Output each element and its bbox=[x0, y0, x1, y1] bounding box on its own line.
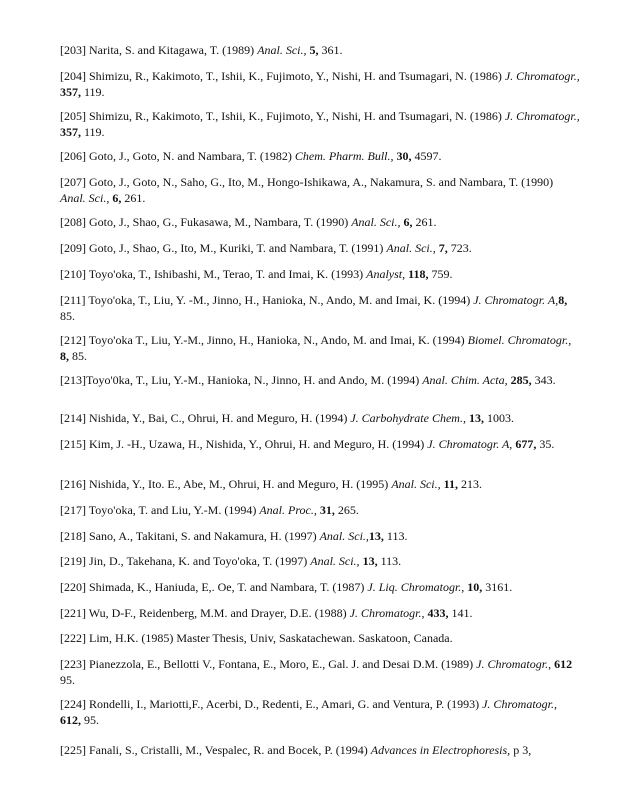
reference-203: [203] Narita, S. and Kitagawa, T. (1989) Anal. Sci., 5, 361. bbox=[60, 43, 343, 57]
reference-219: [219] Jin, D., Takehana, K. and Toyo'oka, T. (1997) Anal. Sci., 13, 113. bbox=[60, 554, 402, 568]
reference-204: [204] Shimizu, R., Kakimoto, T., Ishii, K., Fujimoto, Y., Nishi, H. and Tsumagari, N. (1986) J. Chromatogr., 357, 119. bbox=[60, 69, 580, 99]
reference-218: [218] Sano, A., Takitani, S. and Nakamura, H. (1997) Anal. Sci.,13, 113. bbox=[60, 529, 408, 543]
reference-214: [214] Nishida, Y., Bai, C., Ohrui, H. and Meguro, H. (1994) J. Carbohydrate Chem., 13, 1003. bbox=[60, 411, 514, 425]
reference-212: [212] Toyo'oka T., Liu, Y.-M., Jinno, H., Hanioka, N., Ando, M. and Imai, K. (1994) Biomel. Chromatogr., 8, 85. bbox=[60, 333, 572, 363]
reference-220: [220] Shimada, K., Haniuda, E,. Oe, T. and Nambara, T. (1987) J. Liq. Chromatogr., 10, 3161. bbox=[60, 580, 513, 594]
reference-216: [216] Nishida, Y., Ito. E., Abe, M., Ohrui, H. and Meguro, H. (1995) Anal. Sci., 11, 213. bbox=[60, 477, 482, 491]
reference-211: [211] Toyo'oka, T., Liu, Y. -M., Jinno, H., Hanioka, N., Ando, M. and Imai, K. (1994) J. Chromatogr. A,8, 85. bbox=[60, 293, 568, 323]
reference-215: [215] Kim, J. -H., Uzawa, H., Nishida, Y., Ohrui, H. and Meguro, H. (1994) J. Chromatogr. A, 677, 35. bbox=[60, 437, 555, 451]
reference-221: [221] Wu, D-F., Reidenberg, M.M. and Drayer, D.E. (1988) J. Chromatogr., 433, 141. bbox=[60, 606, 473, 620]
reference-205: [205] Shimizu, R., Kakimoto, T., Ishii, K., Fujimoto, Y., Nishi, H. and Tsumagari, N. (1986) J. Chromatogr., 357, 119. bbox=[60, 109, 580, 139]
reference-206: [206] Goto, J., Goto, N. and Nambara, T. (1982) Chem. Pharm. Bull., 30, 4597. bbox=[60, 149, 442, 163]
reference-209: [209] Goto, J., Shao, G., Ito, M., Kuriki, T. and Nambara, T. (1991) Anal. Sci., 7, 723. bbox=[60, 241, 472, 255]
reference-224: [224] Rondelli, I., Mariotti,F., Acerbi, D., Redenti, E., Amari, G. and Ventura, P. (1993) J. Chromatogr., 612, 95. bbox=[60, 697, 558, 727]
reference-217: [217] Toyo'oka, T. and Liu, Y.-M. (1994) Anal. Proc., 31, 265. bbox=[60, 503, 359, 517]
reference-213: [213]Toyo'0ka, T., Liu, Y.-M., Hanioka, N., Jinno, H. and Ando, M. (1994) Anal. Chim. Acta, 285, 343. bbox=[60, 373, 556, 387]
reference-210: [210] Toyo'oka, T., Ishibashi, M., Terao, T. and Imai, K. (1993) Analyst, 118, 759. bbox=[60, 267, 453, 281]
reference-222: [222] Lim, H.K. (1985) Master Thesis, Univ, Saskatachewan. Saskatoon, Canada. bbox=[60, 631, 453, 645]
reference-223: [223] Pianezzola, E., Bellotti V., Fontana, E., Moro, E., Gal. J. and Desai D.M. (1989) J. Chromatogr., 612 95. bbox=[60, 657, 573, 687]
reference-225: [225] Fanali, S., Cristalli, M., Vespalec, R. and Bocek, P. (1994) Advances in Electrophoresis, p 3, bbox=[60, 743, 532, 757]
reference-208: [208] Goto, J., Shao, G., Fukasawa, M., Nambara, T. (1990) Anal. Sci., 6, 261. bbox=[60, 215, 437, 229]
reference-207: [207] Goto, J., Goto, N., Saho, G., Ito, M., Hongo-Ishikawa, A., Nakamura, S. and Nambara, T. (1990) Anal. Sci., 6, 261. bbox=[60, 175, 554, 205]
